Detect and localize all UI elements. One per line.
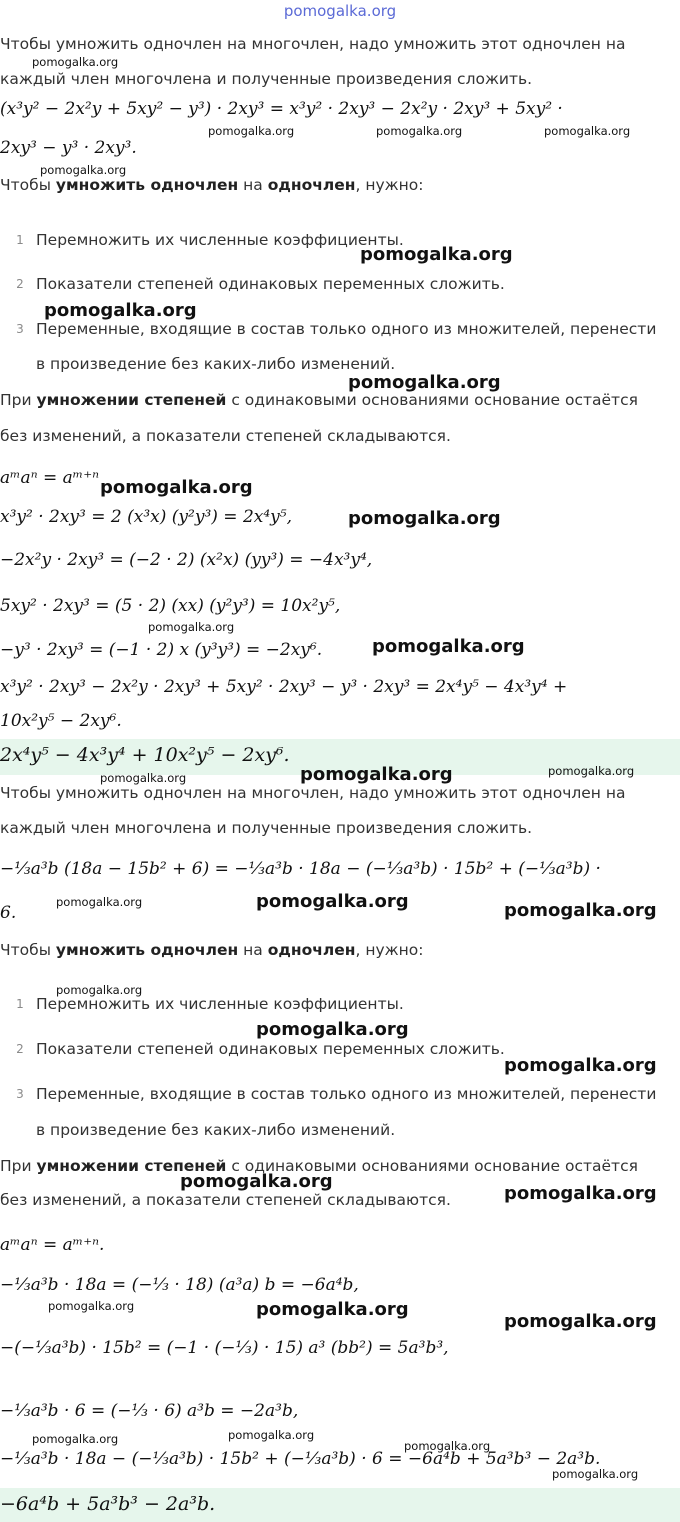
watermark: pomogalka.org: [544, 124, 631, 138]
site-header-link[interactable]: pomogalka.org: [283, 2, 397, 20]
calc-line: 5xy² · 2xy³ = (5 · 2) (xx) (y²y³) = 10x²y⁵,: [0, 596, 341, 616]
watermark: pomogalka.org: [376, 124, 463, 138]
sum-line-2: 10x²y⁵ − 2xy⁶.: [0, 711, 122, 731]
watermark: pomogalka.org: [100, 477, 253, 498]
power-rule-text: При умножении степеней с одинаковыми основаниями основание остаётся: [0, 391, 638, 409]
watermark: pomogalka.org: [360, 244, 513, 265]
watermark: pomogalka.org: [504, 900, 657, 921]
watermark: pomogalka.org: [504, 1183, 657, 1204]
watermark: pomogalka.org: [48, 1299, 135, 1313]
watermark: pomogalka.org: [256, 1019, 409, 1040]
calc-line: −y³ · 2xy³ = (−1 · 2) x (y³y³) = −2xy⁶.: [0, 640, 323, 660]
answer-box: [0, 1488, 680, 1522]
watermark: pomogalka.org: [56, 895, 143, 909]
expansion-line-2: 6.: [0, 903, 17, 923]
monomial-rule-intro: Чтобы умножить одночлен на одночлен, нужно:: [0, 941, 424, 959]
calc-line: −⅓a³b · 6 = (−⅓ · 6) a³b = −2a³b,: [0, 1401, 299, 1421]
watermark: pomogalka.org: [56, 983, 143, 997]
answer-text: 2x⁴y⁵ − 4x³y⁴ + 10x²y⁵ − 2xy⁶.: [0, 744, 290, 766]
rule-text-2: каждый член многочлена и полученные произведения сложить.: [0, 819, 533, 837]
calc-line: −⅓a³b · 18a − (−⅓a³b) · 15b² + (−⅓a³b) · 6 = −6a⁴b + 5a³b³ − 2a³b.: [0, 1449, 601, 1469]
watermark: pomogalka.org: [40, 163, 127, 177]
watermark: pomogalka.org: [300, 764, 453, 785]
watermark: pomogalka.org: [504, 1055, 657, 1076]
watermark: pomogalka.org: [372, 636, 525, 657]
expansion-line-1: (x³y² − 2x²y + 5xy² − y³) · 2xy³ = x³y² · 2xy³ − 2x²y · 2xy³ + 5xy² ·: [0, 99, 563, 119]
calc-line: −2x²y · 2xy³ = (−2 · 2) (x²x) (yy³) = −4x³y⁴,: [0, 550, 373, 570]
watermark: pomogalka.org: [32, 55, 119, 69]
calc-line: x³y² · 2xy³ = 2 (x³x) (y²y³) = 2x⁴y⁵,: [0, 507, 292, 527]
watermark: pomogalka.org: [348, 372, 501, 393]
power-formula: aᵐaⁿ = aᵐ⁺ⁿ.: [0, 1235, 105, 1255]
expansion-line-2: 2xy³ − y³ · 2xy³.: [0, 138, 137, 158]
expansion-line-1: −⅓a³b (18a − 15b² + 6) = −⅓a³b · 18a − (−⅓a³b) · 15b² + (−⅓a³b) ·: [0, 859, 601, 879]
watermark: pomogalka.org: [32, 1432, 119, 1446]
rule-text-1: Чтобы умножить одночлен на многочлен, надо умножить этот одночлен на: [0, 35, 626, 53]
watermark: pomogalka.org: [180, 1171, 333, 1192]
monomial-rule-intro: Чтобы умножить одночлен на одночлен, нужно:: [0, 176, 424, 194]
watermark: pomogalka.org: [228, 1428, 315, 1442]
power-formula: aᵐaⁿ = aᵐ⁺ⁿ: [0, 468, 100, 488]
calc-line: −⅓a³b · 18a = (−⅓ · 18) (a³a) b = −6a⁴b,: [0, 1275, 359, 1295]
watermark: pomogalka.org: [552, 1467, 639, 1481]
answer-text: −6a⁴b + 5a³b³ − 2a³b.: [0, 1493, 216, 1515]
power-rule-text-2: без изменений, а показатели степеней складываются.: [0, 427, 451, 445]
watermark: pomogalka.org: [44, 300, 197, 321]
watermark: pomogalka.org: [256, 891, 409, 912]
watermark: pomogalka.org: [348, 508, 501, 529]
watermark: pomogalka.org: [148, 620, 235, 634]
power-rule-text: При умножении степеней с одинаковыми основаниями основание остаётся: [0, 1157, 638, 1175]
watermark: pomogalka.org: [256, 1299, 409, 1320]
watermark: pomogalka.org: [100, 771, 187, 785]
sum-line-1: x³y² · 2xy³ − 2x²y · 2xy³ + 5xy² · 2xy³ − y³ · 2xy³ = 2x⁴y⁵ − 4x³y⁴ +: [0, 677, 568, 697]
rule-text-1: Чтобы умножить одночлен на многочлен, надо умножить этот одночлен на: [0, 784, 626, 802]
calc-line: −(−⅓a³b) · 15b² = (−1 · (−⅓) · 15) a³ (bb²) = 5a³b³,: [0, 1338, 449, 1358]
watermark: pomogalka.org: [548, 764, 635, 778]
watermark: pomogalka.org: [504, 1311, 657, 1332]
watermark: pomogalka.org: [404, 1439, 491, 1453]
watermark: pomogalka.org: [208, 124, 295, 138]
power-rule-text-2: без изменений, а показатели степеней складываются.: [0, 1191, 451, 1209]
rule-text-2: каждый член многочлена и полученные произведения сложить.: [0, 70, 533, 88]
